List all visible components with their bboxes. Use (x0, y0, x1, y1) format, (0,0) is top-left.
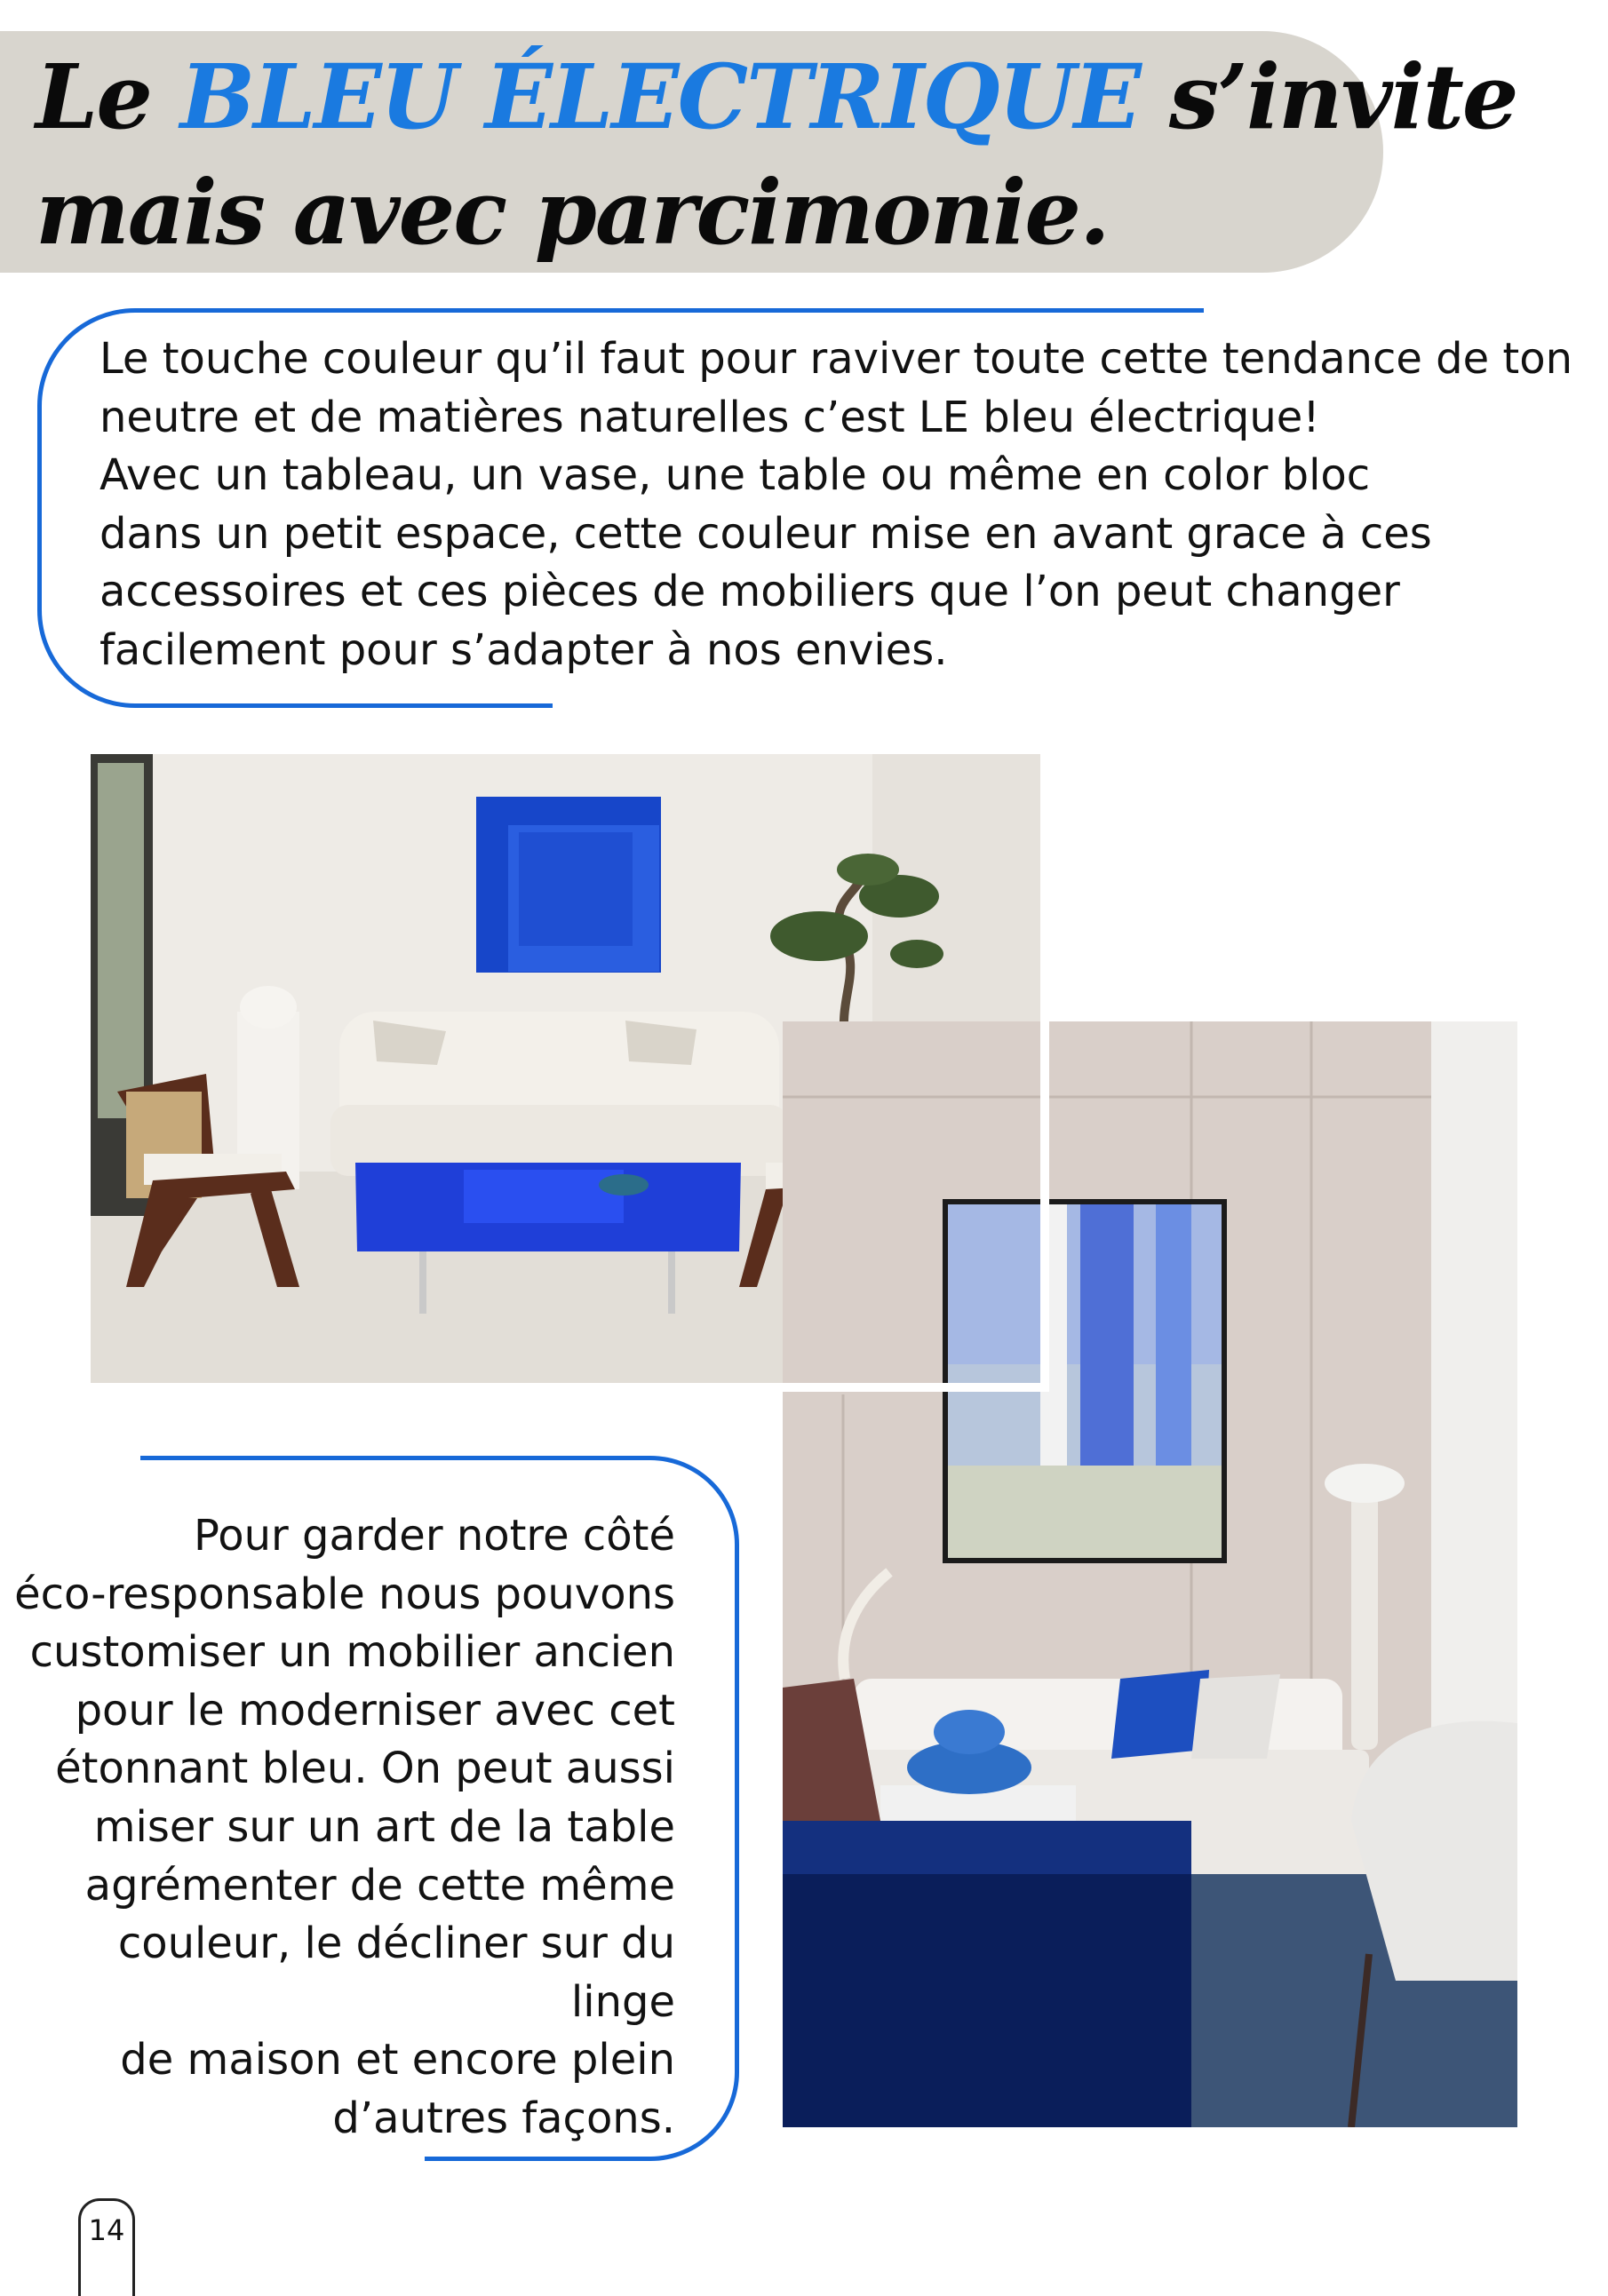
title-line2: mais avec parcimonie. (36, 160, 1109, 265)
page-number: 14 (78, 2198, 135, 2296)
side-bracket-mask-top (0, 1448, 140, 1466)
intro-paragraph: Le touche couleur qu’il faut pour raviver toute cette tendance de ton neutre et de matières naturelles c’est LE bleu électrique! Avec un tableau, un vase, une table ou même en color bloc dans un petit espace, cette couleur mise en avant grace à ces accessoires et ces pièces de mobiliers que l’on peut changer facilement pour s’adapter à nos envies. (100, 334, 1573, 675)
intro-bracket-mask-top (1204, 302, 1595, 320)
title-part1: Le (36, 44, 180, 149)
title-part2: s’invite (1140, 44, 1517, 149)
intro-bracket-mask-bottom (553, 691, 1228, 709)
photo-overlap-gap-vertical (1040, 1021, 1049, 1387)
side-paragraph: Pour garder notre côté éco-responsable nous pouvons customiser un mobilier ancien pour le moderniser avec cet étonnant bleu. On peut aussi miser sur un art de la table agrémenter de cette même couleur, le décliner sur du linge de maison et encore plein d’autres façons. (14, 1511, 675, 2143)
photo-overlap-gap-horizontal (783, 1383, 1049, 1392)
page-title (36, 39, 1517, 270)
lounge-illustration (783, 1021, 1517, 2127)
photo-lounge-abstract-painting (783, 1021, 1517, 2127)
title-accent: BLEU ÉLECTRIQUE (179, 44, 1141, 149)
